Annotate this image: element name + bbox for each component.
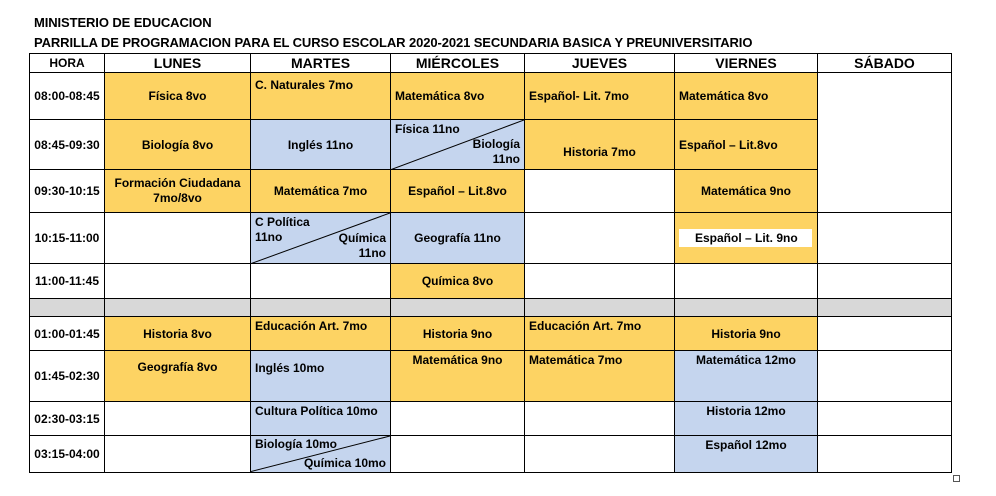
col-sabado: SÁBADO — [818, 54, 952, 73]
class-cell: Matemática 12mo — [675, 351, 818, 402]
empty-cell — [391, 402, 525, 436]
table-row — [30, 402, 952, 436]
table-row — [30, 170, 952, 213]
break-row — [30, 298, 952, 316]
split-class-cell — [391, 119, 525, 170]
class-cell: Química 8vo — [391, 264, 525, 298]
class-cell: Historia 12mo — [675, 402, 818, 436]
class-line1: Formación Ciudadana — [114, 176, 241, 191]
split-class-top — [255, 215, 310, 245]
empty-cell — [818, 436, 952, 473]
time-cell: 02:30-03:15 — [30, 402, 105, 436]
break-cell — [675, 298, 818, 316]
time-cell: 03:15-04:00 — [30, 436, 105, 473]
empty-cell — [818, 264, 952, 298]
table-row — [30, 317, 952, 351]
class-cell: Cultura Política 10mo — [251, 402, 391, 436]
class-cell: Español – Lit.8vo — [675, 119, 818, 170]
empty-cell — [818, 402, 952, 436]
split-class-top-line2: 11no — [255, 229, 283, 244]
time-cell: 01:45-02:30 — [30, 351, 105, 402]
empty-cell — [105, 402, 251, 436]
split-class-top-line1: C Política — [255, 214, 310, 229]
col-hora: HORA — [30, 54, 105, 73]
col-jueves: JUEVES — [525, 54, 675, 73]
time-cell: 01:00-01:45 — [30, 317, 105, 351]
empty-cell — [105, 436, 251, 473]
class-cell: Matemática 9no — [391, 351, 525, 402]
empty-cell — [818, 351, 952, 402]
class-cell: Inglés 10mo — [251, 351, 391, 402]
split-class-top: Biología 10mo — [255, 437, 338, 452]
break-cell — [818, 298, 952, 316]
class-cell: Matemática 7mo — [251, 170, 391, 213]
class-cell: Español – Lit.8vo — [391, 170, 525, 213]
time-cell: 08:00-08:45 — [30, 73, 105, 120]
table-row — [30, 436, 952, 473]
schedule-table — [29, 53, 952, 473]
class-line2: 7mo/8vo — [153, 191, 202, 206]
class-cell — [675, 212, 818, 264]
split-class-cell — [251, 436, 391, 473]
empty-cell — [391, 436, 525, 473]
split-class-cell — [251, 212, 391, 264]
empty-cell — [525, 402, 675, 436]
ministry-title: MINISTERIO DE EDUCACION — [34, 15, 212, 30]
table-row — [30, 351, 952, 402]
class-cell: Biología 8vo — [105, 119, 251, 170]
schedule-title: PARRILLA DE PROGRAMACION PARA EL CURSO ESCOLAR 2020-2021 SECUNDARIA BASICA Y PREUNIVERSITARIO — [34, 35, 753, 50]
col-lunes: LUNES — [105, 54, 251, 73]
col-miercoles: MIÉRCOLES — [391, 54, 525, 73]
class-label-highlight: Español – Lit. 9no — [679, 229, 812, 247]
header-row — [30, 54, 952, 73]
empty-cell — [675, 264, 818, 298]
table-row — [30, 212, 952, 264]
split-class-bottom: Química 10mo — [303, 456, 386, 470]
class-cell: Geografía 11no — [391, 212, 525, 264]
break-cell — [251, 298, 391, 316]
split-class-bottom-line2: 11no — [358, 246, 386, 261]
col-viernes: VIERNES — [675, 54, 818, 73]
split-class-bottom — [473, 137, 520, 167]
resize-handle[interactable] — [953, 475, 960, 482]
split-class-bottom — [339, 231, 386, 261]
split-class-top: Física 11no — [395, 121, 460, 136]
split-class-bottom-line1: Química — [338, 231, 386, 246]
empty-cell — [525, 170, 675, 213]
class-cell: Inglés 11no — [251, 119, 391, 170]
class-cell: Matemática 9no — [675, 170, 818, 213]
class-cell — [105, 170, 251, 213]
break-cell — [391, 298, 525, 316]
empty-cell — [251, 264, 391, 298]
class-cell: C. Naturales 7mo — [251, 73, 391, 120]
class-cell: Español 12mo — [675, 436, 818, 473]
col-martes: MARTES — [251, 54, 391, 73]
class-cell: Historia 8vo — [105, 317, 251, 351]
empty-cell — [525, 264, 675, 298]
table-row — [30, 119, 952, 170]
empty-cell — [525, 436, 675, 473]
empty-cell — [525, 212, 675, 264]
empty-cell — [818, 212, 952, 264]
empty-cell — [105, 212, 251, 264]
break-cell — [30, 298, 105, 316]
class-cell: Educación Art. 7mo — [525, 317, 675, 351]
time-cell: 09:30-10:15 — [30, 170, 105, 213]
class-cell: Geografía 8vo — [105, 351, 251, 402]
table-row — [30, 264, 952, 298]
class-cell: Matemática 8vo — [675, 73, 818, 120]
split-class-bottom-line2: 11no — [492, 152, 520, 167]
empty-cell — [818, 317, 952, 351]
time-cell: 08:45-09:30 — [30, 119, 105, 170]
class-cell: Física 8vo — [105, 73, 251, 120]
class-cell: Matemática 7mo — [525, 351, 675, 402]
break-cell — [105, 298, 251, 316]
table-row — [30, 73, 952, 120]
class-cell: Matemática 8vo — [391, 73, 525, 120]
time-cell: 11:00-11:45 — [30, 264, 105, 298]
class-cell: Español- Lit. 7mo — [525, 73, 675, 120]
class-cell: Historia 7mo — [525, 119, 675, 170]
empty-cell — [818, 73, 952, 213]
time-cell: 10:15-11:00 — [30, 212, 105, 264]
break-cell — [525, 298, 675, 316]
class-cell: Educación Art. 7mo — [251, 317, 391, 351]
empty-cell — [105, 264, 251, 298]
class-cell: Historia 9no — [391, 317, 525, 351]
class-cell: Historia 9no — [675, 317, 818, 351]
split-class-bottom-line1: Biología — [472, 137, 520, 152]
